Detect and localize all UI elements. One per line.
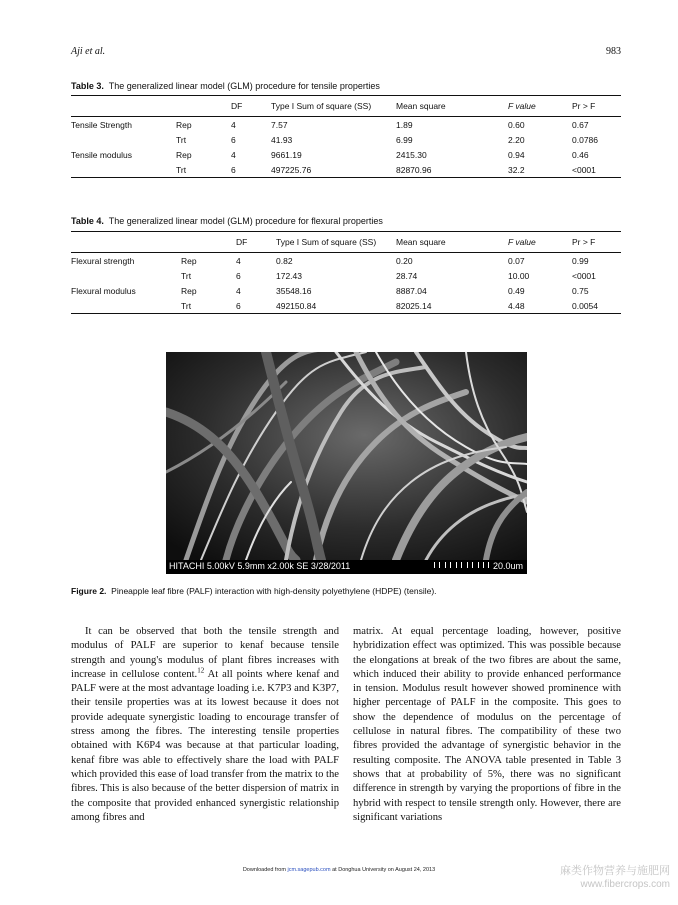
table-cell: 32.2 <box>508 164 525 175</box>
table-cell: Tensile Strength <box>71 119 132 130</box>
table-header-cell: Type I Sum of square (SS) <box>271 101 372 111</box>
table-row <box>71 253 621 269</box>
table-cell: 1.89 <box>396 119 413 130</box>
table-cell: 6 <box>231 134 236 145</box>
scale-bar-label: 20.0um <box>492 561 523 571</box>
table-header-cell: Mean square <box>396 101 446 111</box>
table-cell: Rep <box>176 119 192 130</box>
table-cell: 0.07 <box>508 255 525 266</box>
table-header-cell: Mean square <box>396 237 446 247</box>
table-cell <box>71 132 176 147</box>
table-cell: 9661.19 <box>271 149 302 160</box>
figure-label: Figure 2. <box>71 586 107 596</box>
paragraph-text: It can be observed that both the tensile strength and modulus of PALF are superior to kenaf because tensile strength and young's modulus of plant fibres increases with increase in cellulose content. <box>71 626 339 680</box>
table-header-cell: DF <box>231 101 243 111</box>
table-cell: 4 <box>236 255 241 266</box>
table-cell: 6 <box>236 300 241 311</box>
table-cell: Trt <box>176 164 187 175</box>
table-row <box>71 147 621 162</box>
watermark-line1: 麻类作物营养与施肥网 <box>560 865 670 877</box>
table3-label: Table 3. <box>71 81 104 91</box>
running-header-authors: Aji et al. <box>71 46 106 57</box>
table-cell: 82025.14 <box>396 300 432 311</box>
table-header-cell <box>71 232 181 253</box>
table-cell: 0.0786 <box>572 134 598 145</box>
table-cell <box>71 162 176 178</box>
table-cell: Rep <box>176 149 192 160</box>
table-header-cell: DF <box>236 237 248 247</box>
sem-micrograph <box>166 352 527 574</box>
table-row <box>71 162 621 178</box>
table4-title: The generalized linear model (GLM) procedure for flexural properties <box>108 216 383 226</box>
table-cell: 497225.76 <box>271 164 312 175</box>
watermark <box>560 865 670 891</box>
fibre-texture-image <box>166 352 527 560</box>
body-text-right-column <box>353 625 621 825</box>
table-header-cell <box>71 96 176 117</box>
footer-suffix: at Donghua University on August 24, 2013 <box>330 867 436 873</box>
sem-info-bar <box>166 560 527 574</box>
table-cell: Trt <box>181 300 192 311</box>
table-cell: Trt <box>176 134 187 145</box>
table-cell: 2.20 <box>508 134 525 145</box>
table-cell: 6.99 <box>396 134 413 145</box>
table-header-cell: Type I Sum of square (SS) <box>276 237 377 247</box>
running-header <box>71 46 621 62</box>
figure-caption <box>71 586 437 596</box>
table-cell: Tensile modulus <box>71 149 132 160</box>
table-cell: 41.93 <box>271 134 293 145</box>
table-cell: 0.99 <box>572 255 589 266</box>
table-cell: Flexural modulus <box>71 285 136 296</box>
table-cell: 4.48 <box>508 300 525 311</box>
figure-caption-text: Pineapple leaf fibre (PALF) interaction with high-density polyethylene (HDPE) (tensile). <box>111 586 437 596</box>
table-cell: 2415.30 <box>396 149 427 160</box>
sem-parameters: HITACHI 5.00kV 5.9mm x2.00k SE 3/28/2011 <box>169 561 351 571</box>
table-header-row <box>71 96 621 117</box>
table-cell: 35548.16 <box>276 285 312 296</box>
table4-caption <box>71 216 383 226</box>
table-cell: Rep <box>181 255 197 266</box>
table-cell: 0.82 <box>276 255 293 266</box>
paragraph-text-continued: At all points where kenaf and PALF were at the most advantage loading i.e. K7P3 and K3P7, their tensile properties was at its lowest because it does not provide adequate synergistic loading to encourage transfer of stress among the fibres. The interesting tensile properties obtained with K6P4 was because at that particular loading, kenaf fibre was able to effectively share the load with PALF which provided this ease of load transfer from the matrix to the fibres. This is also because of the better dispersion of matrix in the composite that provided enhanced synergistic relationship among fibres and <box>71 668 339 823</box>
table-cell: 4 <box>236 285 241 296</box>
table-cell: 82870.96 <box>396 164 432 175</box>
table-cell: 0.60 <box>508 119 525 130</box>
table-cell: 10.00 <box>508 270 530 281</box>
citation-ref: 12 <box>197 666 205 675</box>
table-cell: <0001 <box>572 270 596 281</box>
table-header-cell: Pr > F <box>572 237 596 247</box>
table-row <box>71 132 621 147</box>
table-cell: 172.43 <box>276 270 302 281</box>
table-cell: Trt <box>181 270 192 281</box>
scale-bar-icon <box>434 562 489 568</box>
table-cell <box>71 268 181 283</box>
table-cell: 0.49 <box>508 285 525 296</box>
table3-title: The generalized linear model (GLM) procedure for tensile properties <box>108 81 380 91</box>
table-cell: 492150.84 <box>276 300 317 311</box>
table-row <box>71 117 621 133</box>
paragraph-text: matrix. At equal percentage loading, however, positive hybridization effect was optimized. This was possible because the elongations at break of the two fibres are about the same, which induced their ability to provide enhanced performance in tension. Modulus result however showed prominence with higher percentage of PALF in the composite. This goes to show the dependence of modulus on the percentage of cellulose in natural fibres. The compatibility of these two fibres provided the advantage of synergistic behavior in the resulting composite. The ANOVA table presented in Table 3 shows that at probability of 5%, there was no significant difference in strength by varying the proportions of fibre in the hybrid with respect to tensile strength only. However, there are significant variations <box>353 626 621 823</box>
table-cell: 4 <box>231 149 236 160</box>
table-cell: Rep <box>181 285 197 296</box>
table3 <box>71 95 621 178</box>
table-cell: 0.75 <box>572 285 589 296</box>
footer-link[interactable]: jcm.sagepub.com <box>287 867 331 873</box>
table-cell: 0.46 <box>572 149 589 160</box>
table3-caption <box>71 81 380 91</box>
table-cell: 7.57 <box>271 119 288 130</box>
table4-label: Table 4. <box>71 216 104 226</box>
table-row <box>71 268 621 283</box>
table4 <box>71 231 621 314</box>
table-cell: 0.20 <box>396 255 413 266</box>
table-row <box>71 298 621 314</box>
table-header-cell <box>176 96 231 117</box>
table-row <box>71 283 621 298</box>
table-cell: 28.74 <box>396 270 418 281</box>
table-header-cell: F value <box>508 237 536 247</box>
table-header-cell <box>181 232 236 253</box>
table-cell: Flexural strength <box>71 255 135 266</box>
footer-prefix: Downloaded from <box>242 867 288 873</box>
table-cell: 8887.04 <box>396 285 427 296</box>
table-cell: 4 <box>231 119 236 130</box>
table-header-cell: Pr > F <box>572 101 596 111</box>
table-header-row <box>71 232 621 253</box>
table-cell <box>71 298 181 314</box>
page-number: 983 <box>606 46 621 57</box>
table-cell: 0.0054 <box>572 300 598 311</box>
table-cell: 0.94 <box>508 149 525 160</box>
table-cell: 6 <box>231 164 236 175</box>
body-text-left-column <box>71 625 339 825</box>
table-cell: 6 <box>236 270 241 281</box>
watermark-line2: www.fibercrops.com <box>580 879 670 890</box>
table-cell: <0001 <box>572 164 596 175</box>
table-cell: 0.67 <box>572 119 589 130</box>
table-header-cell: F value <box>508 101 536 111</box>
